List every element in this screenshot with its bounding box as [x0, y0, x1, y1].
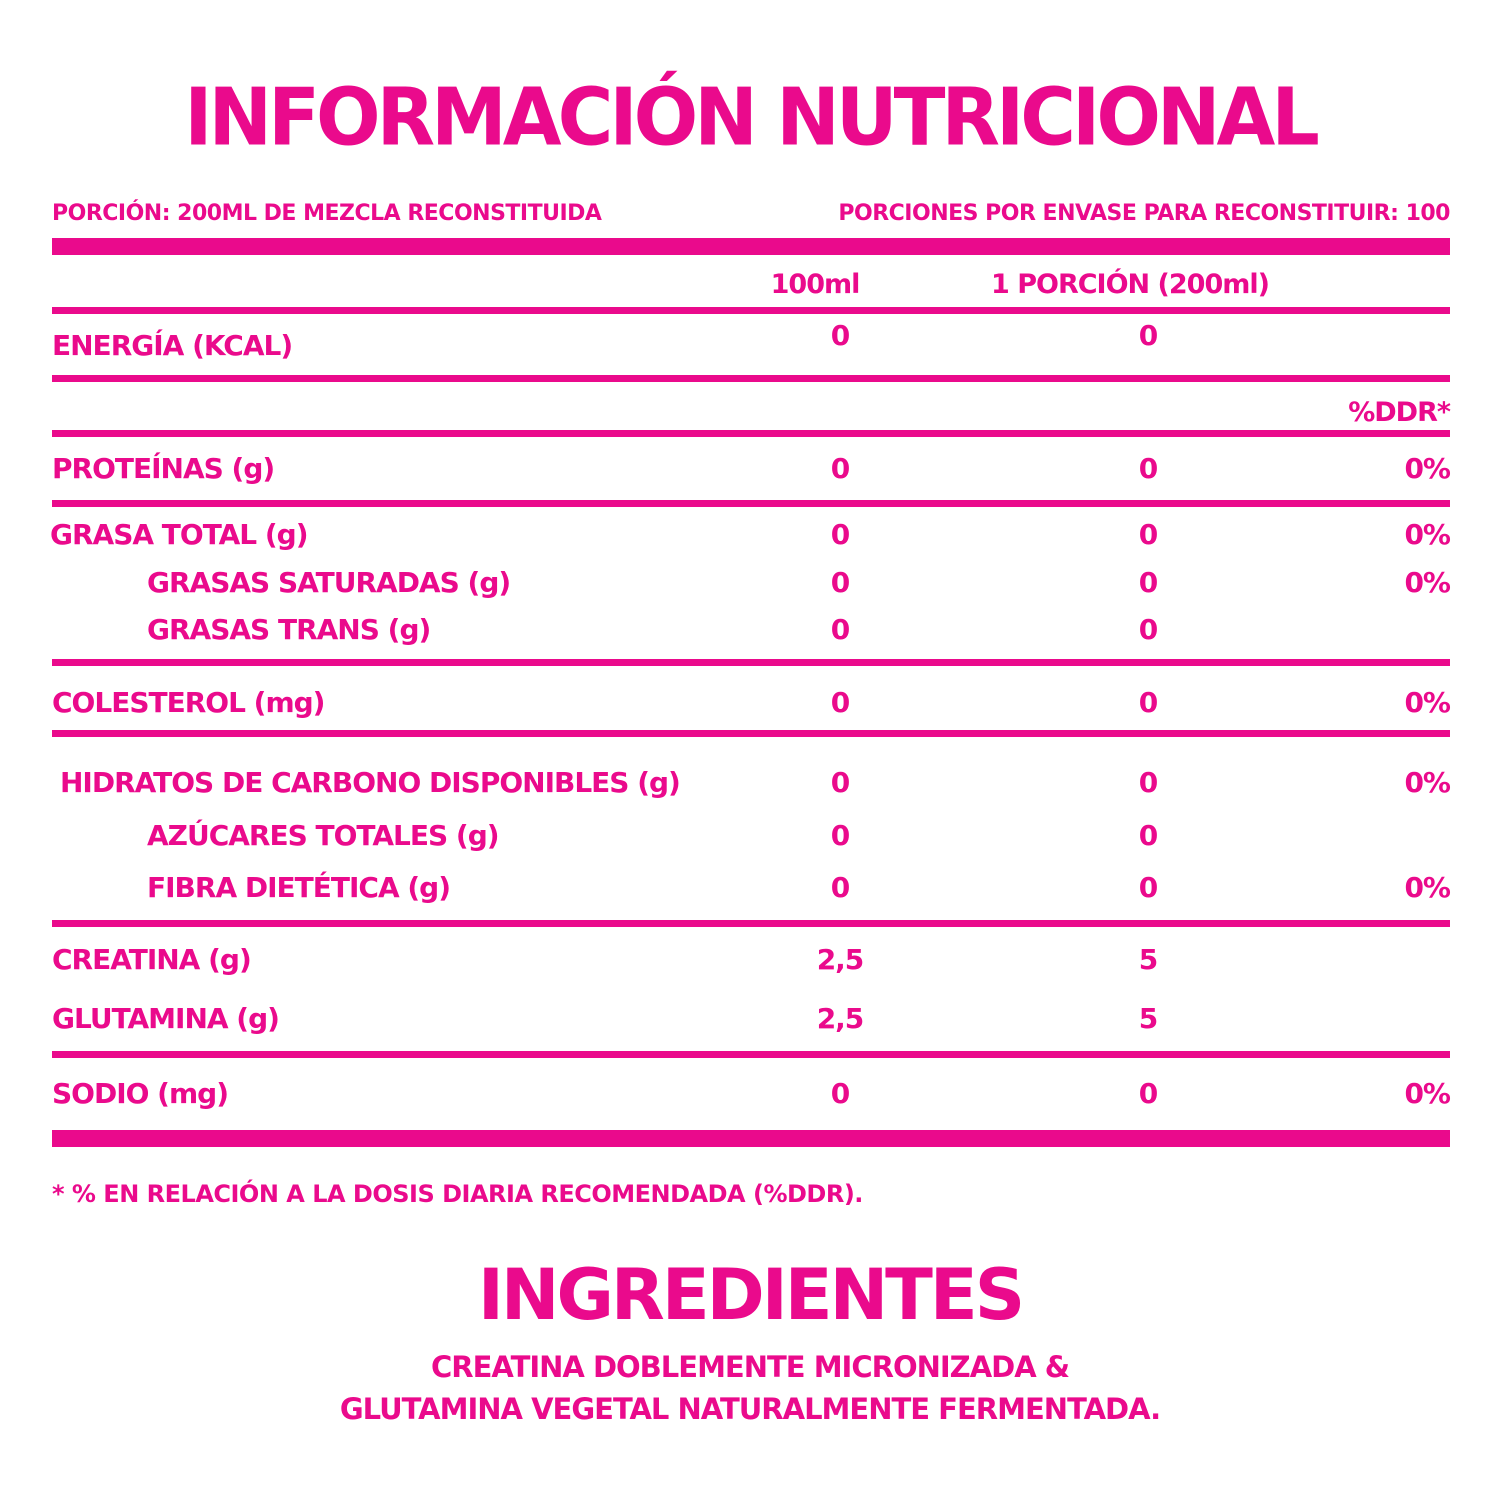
divider-bottom: [52, 1130, 1450, 1147]
row-label-creatina: CREATINA (g): [52, 943, 251, 976]
value-hidratos-portion: 0: [1138, 766, 1158, 799]
row-label-glutamina: GLUTAMINA (g): [52, 1002, 279, 1035]
column-header-100ml: 100ml: [770, 269, 860, 300]
value-azucares-portion: 0: [1138, 819, 1158, 852]
value-energia-portion: 0: [1138, 319, 1158, 352]
row-label-grasa-total: GRASA TOTAL (g): [50, 518, 308, 551]
divider: [52, 375, 1450, 382]
divider-top: [52, 238, 1450, 255]
value-grasa-total-portion: 0: [1138, 518, 1158, 551]
row-label-azucares: AZÚCARES TOTALES (g): [147, 819, 499, 852]
value-glutamina-100ml: 2,5: [816, 1002, 864, 1035]
page-title: INFORMACIÓN NUTRICIONAL: [184, 69, 1316, 164]
value-glutamina-portion: 5: [1138, 1002, 1158, 1035]
value-sodio-ddr: 0%: [1404, 1077, 1450, 1110]
row-label-fibra: FIBRA DIETÉTICA (g): [147, 871, 450, 904]
value-grasa-total-ddr: 0%: [1404, 518, 1450, 551]
column-header-portion: 1 PORCIÓN (200ml): [991, 269, 1269, 300]
portion-size: PORCIÓN: 200ML DE MEZCLA RECONSTITUIDA: [52, 201, 602, 226]
ingredients-line-2: GLUTAMINA VEGETAL NATURALMENTE FERMENTADA.: [339, 1392, 1161, 1426]
value-grasas-trans-portion: 0: [1138, 613, 1158, 646]
row-label-sodio: SODIO (mg): [52, 1077, 228, 1110]
row-label-energia: ENERGÍA (KCAL): [52, 329, 293, 362]
value-proteinas-ddr: 0%: [1404, 452, 1450, 485]
row-label-hidratos: HIDRATOS DE CARBONO DISPONIBLES (g): [60, 766, 680, 799]
value-creatina-portion: 5: [1138, 943, 1158, 976]
value-energia-100ml: 0: [830, 319, 850, 352]
value-colesterol-portion: 0: [1138, 686, 1158, 719]
row-label-colesterol: COLESTEROL (mg): [52, 686, 325, 719]
divider: [52, 730, 1450, 737]
value-fibra-100ml: 0: [830, 871, 850, 904]
portions-per-package: PORCIONES POR ENVASE PARA RECONSTITUIR: 100: [838, 201, 1450, 226]
row-label-grasas-trans: GRASAS TRANS (g): [147, 613, 431, 646]
value-proteinas-100ml: 0: [830, 452, 850, 485]
value-fibra-ddr: 0%: [1404, 871, 1450, 904]
divider: [52, 500, 1450, 507]
value-hidratos-ddr: 0%: [1404, 766, 1450, 799]
value-grasas-saturadas-portion: 0: [1138, 566, 1158, 599]
value-proteinas-portion: 0: [1138, 452, 1158, 485]
value-sodio-100ml: 0: [830, 1077, 850, 1110]
divider: [52, 659, 1450, 666]
value-azucares-100ml: 0: [830, 819, 850, 852]
row-label-grasas-saturadas: GRASAS SATURADAS (g): [147, 566, 511, 599]
ingredients-title: INGREDIENTES: [477, 1254, 1023, 1336]
value-creatina-100ml: 2,5: [816, 943, 864, 976]
value-grasas-trans-100ml: 0: [830, 613, 850, 646]
ddr-footnote: * % EN RELACIÓN A LA DOSIS DIARIA RECOMENDADA (%DDR).: [52, 1180, 863, 1208]
value-hidratos-100ml: 0: [830, 766, 850, 799]
value-sodio-portion: 0: [1138, 1077, 1158, 1110]
ingredients-line-1: CREATINA DOBLEMENTE MICRONIZADA &: [430, 1350, 1070, 1384]
divider: [52, 1051, 1450, 1058]
value-grasas-saturadas-100ml: 0: [830, 566, 850, 599]
value-colesterol-ddr: 0%: [1404, 686, 1450, 719]
divider: [52, 430, 1450, 437]
value-fibra-portion: 0: [1138, 871, 1158, 904]
value-grasas-saturadas-ddr: 0%: [1404, 566, 1450, 599]
row-label-proteinas: PROTEÍNAS (g): [52, 452, 275, 485]
divider: [52, 920, 1450, 927]
value-colesterol-100ml: 0: [830, 686, 850, 719]
column-header-ddr: %DDR*: [1348, 397, 1450, 428]
value-grasa-total-100ml: 0: [830, 518, 850, 551]
divider: [52, 307, 1450, 314]
